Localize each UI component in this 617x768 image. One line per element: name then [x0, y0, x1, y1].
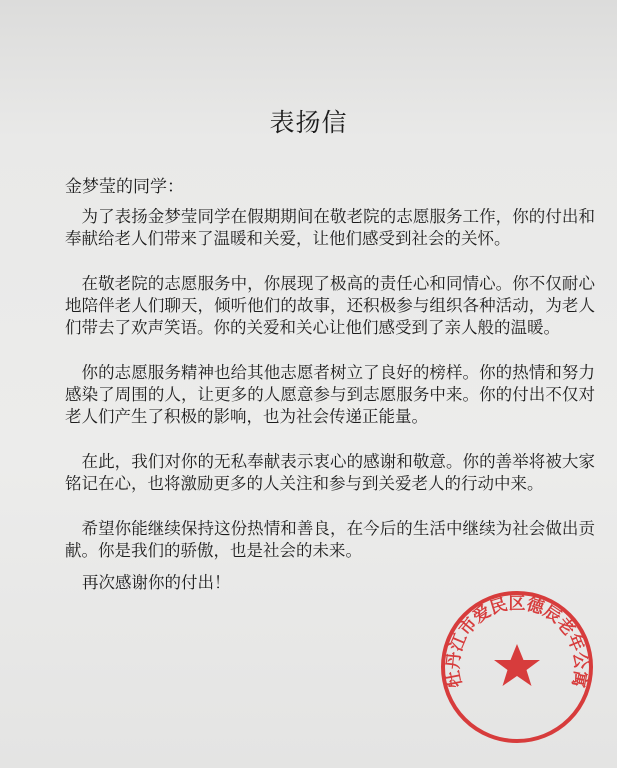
seal-text: 牡丹江市爱民区德辰老年公寓	[443, 594, 591, 690]
letter-salutation: 金梦莹的同学：	[65, 177, 184, 197]
letter-closing: 再次感谢你的付出！	[82, 573, 231, 592]
letter-title: 表扬信	[269, 108, 348, 137]
letter-paragraph: 在此，我们对你的无私奉献表示衷心的感谢和敬意。你的善举将被大家铭记在心，也将激励更多的人关注和参与到关爱老人的行动中来。	[65, 452, 595, 493]
letter-paragraph: 为了表扬金梦莹同学在假期期间在敬老院的志愿服务工作，你的付出和奉献给老人们带来了温暖和关爱，让他们感受到社会的关怀。	[65, 207, 595, 248]
letter-paragraph: 你的志愿服务精神也给其他志愿者树立了良好的榜样。你的热情和努力感染了周围的人，让更多的人愿意参与到志愿服务中来。你的付出不仅对老人们产生了积极的影响，也为社会传递正能量。	[65, 363, 595, 426]
letter-paragraph: 希望你能继续保持这份热情和善良，在今后的生活中继续为社会做出贡献。你是我们的骄傲，也是社会的未来。	[65, 519, 595, 560]
letter-paragraph: 在敬老院的志愿服务中，你展现了极高的责任心和同情心。你不仅耐心地陪伴老人们聊天，倾听他们的故事，还积极参与组织各种活动，为老人们带去了欢声笑语。你的关爱和关心让他们感受到了亲人般的温暖。	[65, 274, 595, 337]
seal-star-icon	[494, 644, 540, 686]
official-seal	[437, 587, 597, 747]
